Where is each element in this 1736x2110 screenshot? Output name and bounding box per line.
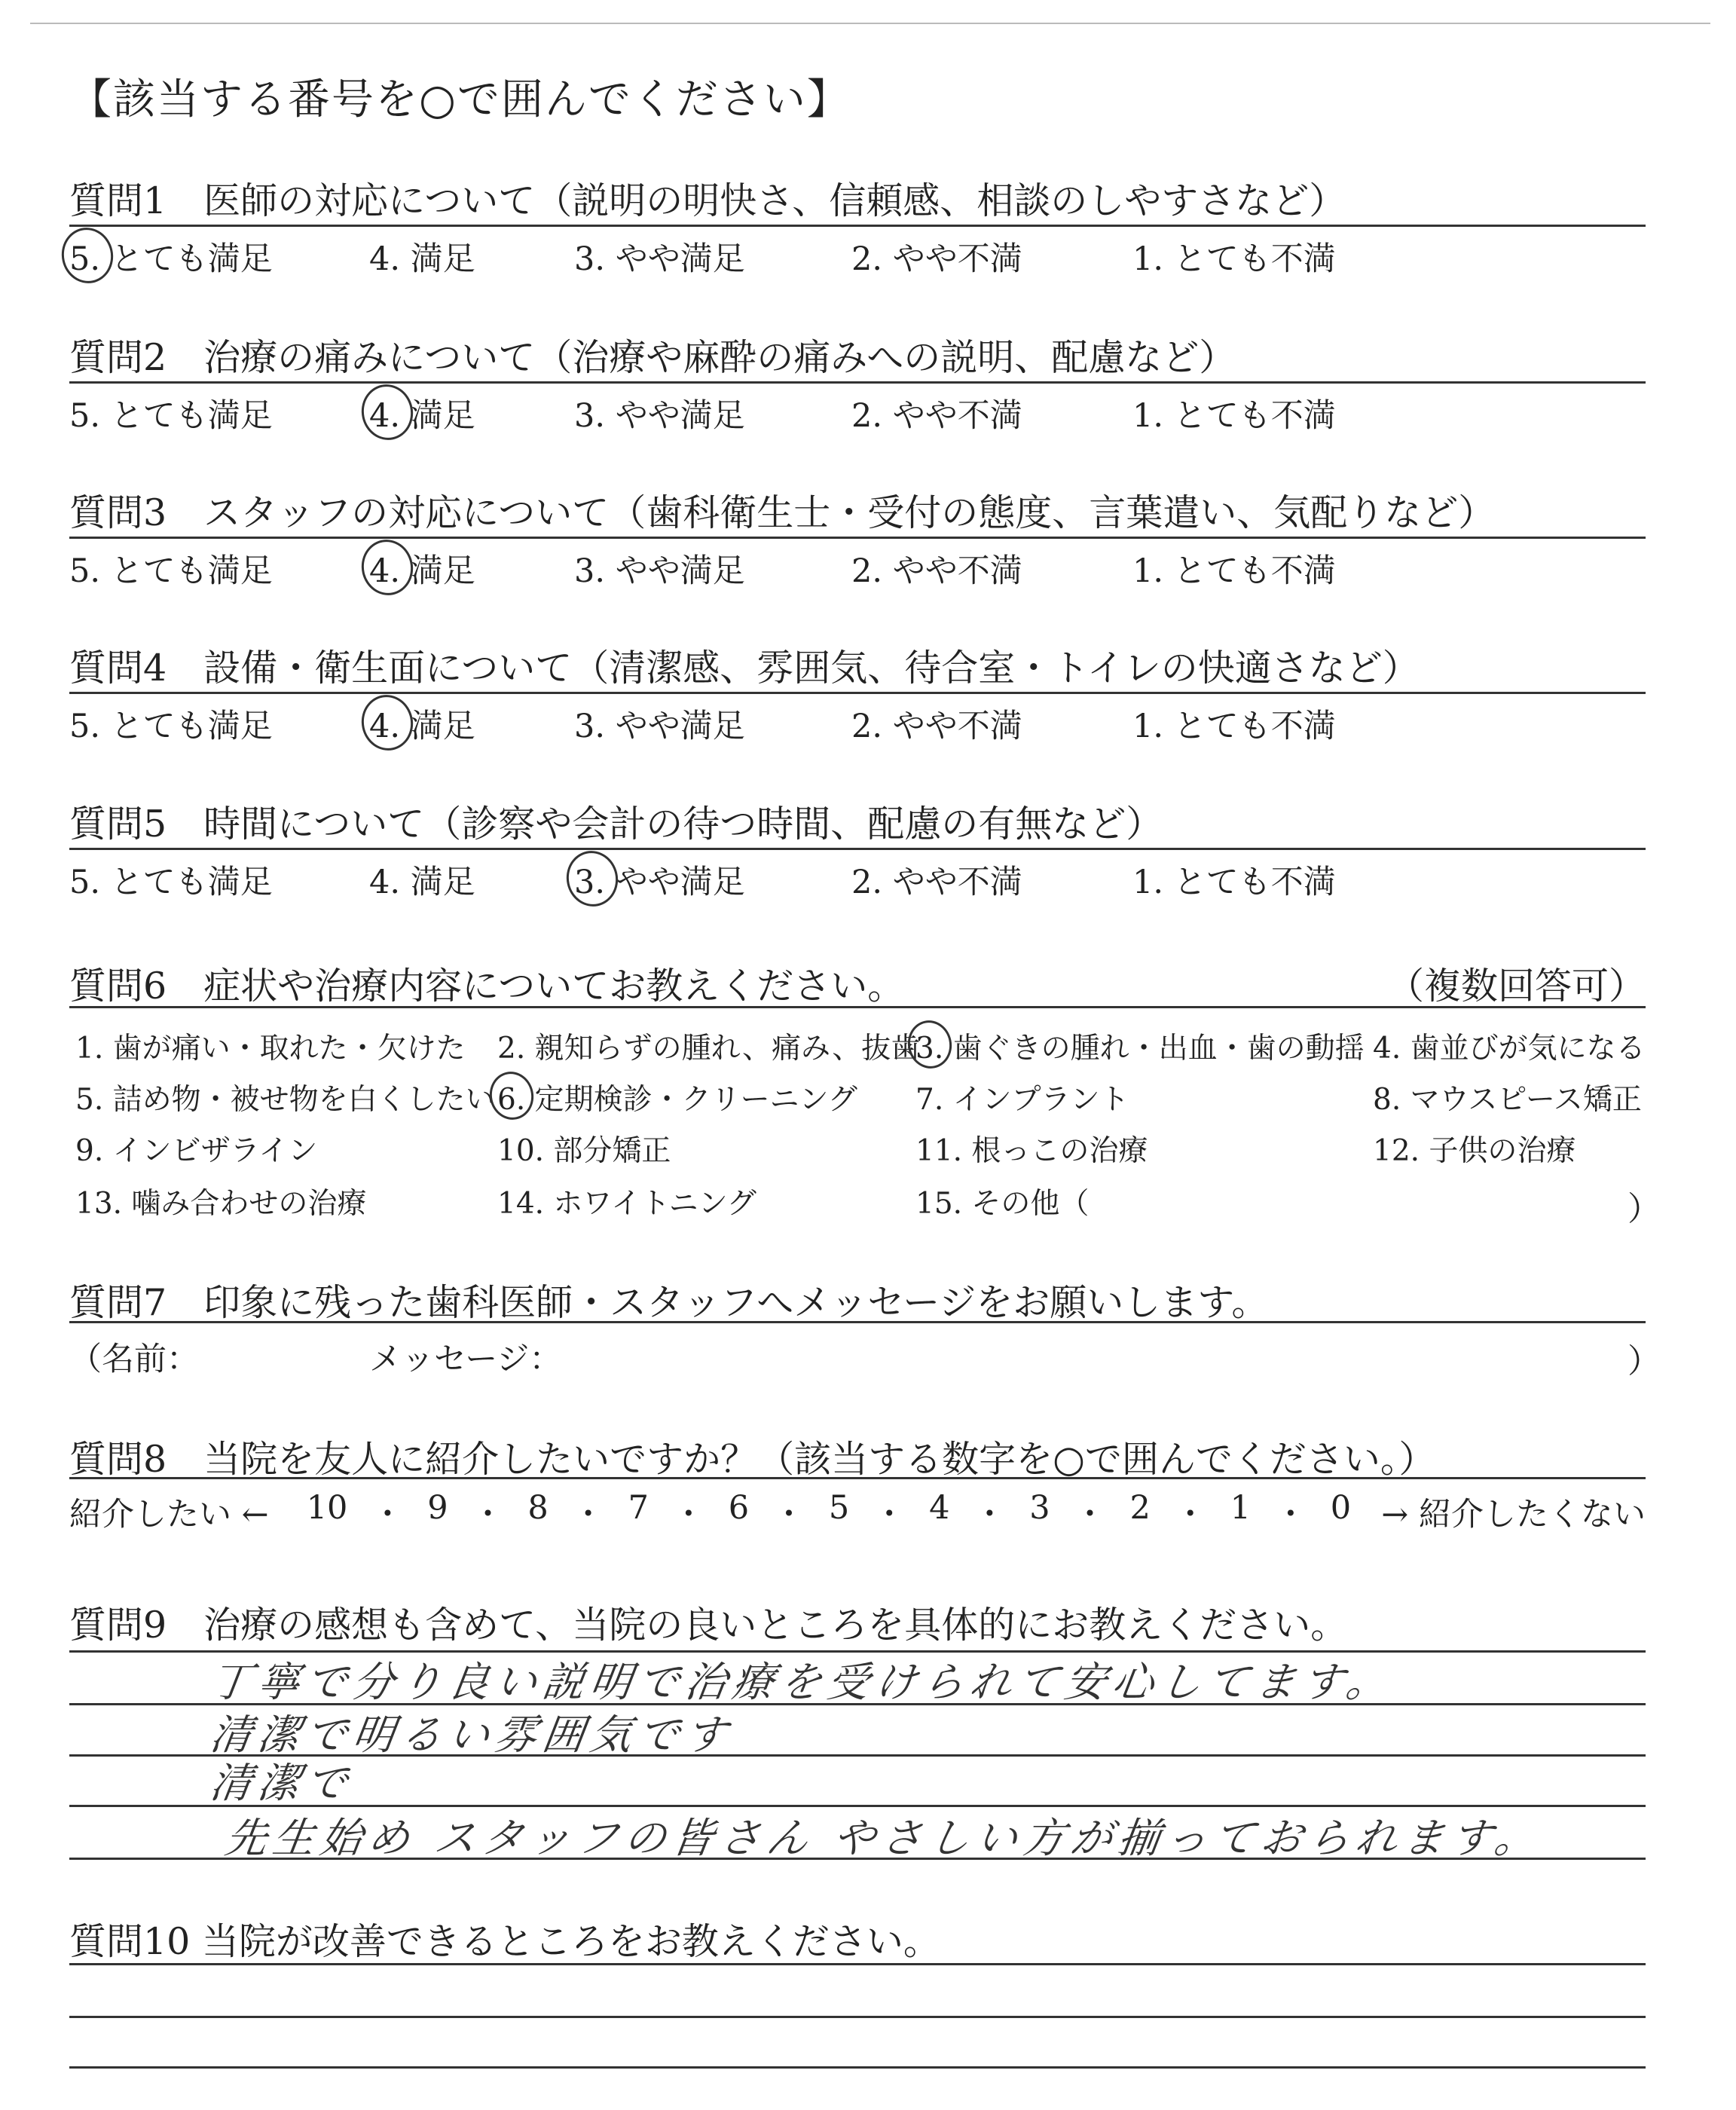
q6-item-15[interactable]: 15. その他（ [915, 1187, 1090, 1221]
q6-item-8[interactable]: 8. マウスピース矯正 [1373, 1083, 1642, 1117]
q1-option-1[interactable]: 1. とても不満 [1132, 240, 1336, 278]
q7-name-label: （名前： [69, 1341, 199, 1378]
q8-scale-value-2[interactable]: 2 [1129, 1489, 1151, 1527]
q2-title: 質問2 治療の痛みについて（治療や麻酔の痛みへの説明、配慮など） [69, 336, 1236, 379]
q6-item-2[interactable]: 2. 親知らずの腫れ、痛み、抜歯 [497, 1032, 921, 1066]
q5-option-5[interactable]: 5. とても満足 [69, 864, 273, 901]
q2-option-2[interactable]: 2. やや不満 [851, 397, 1022, 435]
q9-title: 質問9 治療の感想も含めて、当院の良いところを具体的にお教えください。 [69, 1604, 1348, 1647]
q8-scale-value-9[interactable]: 9 [427, 1489, 448, 1527]
q8-scale-value-4[interactable]: 4 [929, 1489, 950, 1527]
q8-scale-separator: ・ [1174, 1496, 1207, 1534]
q6-title: 質問6 症状や治療内容についてお教えください。 [69, 965, 905, 1008]
q8-scale-separator: ・ [672, 1496, 705, 1534]
q9-answer-line-1: 丁寧で分り良い説明で治療を受けられて安心してます。 [206, 1658, 1398, 1706]
q2-option-1[interactable]: 1. とても不満 [1132, 397, 1336, 435]
q8-right-label: → 紹介したくない [1381, 1496, 1646, 1534]
q9-answer-line-4: 先生始め スタッフの皆さん やさしい方が揃っておられます。 [222, 1814, 1546, 1862]
q6-item-11[interactable]: 11. 根っこの治療 [915, 1134, 1148, 1168]
q7-message-label: メッセージ： [369, 1341, 562, 1378]
q4-option-5[interactable]: 5. とても満足 [69, 708, 273, 745]
q7-title: 質問7 印象に残った歯科医師・スタッフへメッセージをお願いします。 [69, 1281, 1269, 1324]
q8-scale-separator: ・ [1074, 1496, 1107, 1534]
q6-item-13[interactable]: 13. 噛み合わせの治療 [75, 1187, 367, 1221]
q1-option-2[interactable]: 2. やや不満 [851, 240, 1022, 278]
q8-scale-separator: ・ [572, 1496, 605, 1534]
q1-option-5[interactable]: 5. とても満足 [69, 240, 273, 278]
q8-scale-value-7[interactable]: 7 [628, 1489, 649, 1527]
q1-title: 質問1 医師の対応について（説明の明快さ、信頼感、相談のしやすさなど） [69, 179, 1346, 222]
q8-scale-value-10[interactable]: 10 [306, 1489, 348, 1527]
q4-title: 質問4 設備・衛生面について（清潔感、雰囲気、待合室・トイレの快適さなど） [69, 647, 1420, 690]
q8-scale-separator: ・ [1274, 1496, 1307, 1534]
top-edge-line [30, 23, 1710, 24]
q3-option-5[interactable]: 5. とても満足 [69, 552, 273, 590]
q8-rule [69, 1477, 1646, 1479]
q6-item-14[interactable]: 14. ホワイトニング [497, 1187, 756, 1221]
q5-rule [69, 848, 1646, 850]
q4-option-2[interactable]: 2. やや不満 [851, 708, 1022, 745]
q7-rule [69, 1321, 1646, 1323]
q2-option-3[interactable]: 3. やや満足 [574, 397, 745, 435]
q8-scale-value-3[interactable]: 3 [1029, 1489, 1050, 1527]
q8-scale-separator: ・ [873, 1496, 906, 1534]
q10-title: 質問10 当院が改善できるところをお教えください。 [69, 1920, 940, 1963]
q8-recommend-scale [69, 1489, 1646, 1535]
q5-title: 質問5 時間について（診察や会計の待つ時間、配慮の有無など） [69, 803, 1163, 846]
q6-item-3[interactable]: 3. 歯ぐきの腫れ・出血・歯の動揺 [915, 1032, 1365, 1066]
q4-rule [69, 692, 1646, 694]
q1-option-4[interactable]: 4. 満足 [369, 240, 475, 278]
q8-scale-separator: ・ [472, 1496, 504, 1534]
survey-header: 【該当する番号を○で囲んでください】 [69, 75, 851, 124]
q3-option-1[interactable]: 1. とても不満 [1132, 552, 1336, 590]
q8-scale-value-1[interactable]: 1 [1230, 1489, 1251, 1527]
q5-option-1[interactable]: 1. とても不満 [1132, 864, 1336, 901]
q1-rule [69, 225, 1646, 227]
q6-item-6[interactable]: 6. 定期検診・クリーニング [497, 1083, 857, 1117]
q8-scale-value-0[interactable]: 0 [1330, 1489, 1352, 1527]
q8-scale-value-8[interactable]: 8 [527, 1489, 549, 1527]
q5-option-2[interactable]: 2. やや不満 [851, 864, 1022, 901]
q2-option-5[interactable]: 5. とても満足 [69, 397, 273, 435]
q8-scale-separator: ・ [772, 1496, 805, 1534]
q6-item-1[interactable]: 1. 歯が痛い・取れた・欠けた [75, 1032, 466, 1066]
q10-line-3 [69, 2066, 1646, 2069]
q1-option-3[interactable]: 3. やや満足 [574, 240, 745, 278]
q6-item-12[interactable]: 12. 子供の治療 [1373, 1134, 1576, 1168]
q8-scale-separator: ・ [371, 1496, 404, 1534]
q2-rule [69, 381, 1646, 384]
q4-option-1[interactable]: 1. とても不満 [1132, 708, 1336, 745]
q5-option-3[interactable]: 3. やや満足 [574, 864, 745, 901]
q3-option-4[interactable]: 4. 満足 [369, 552, 475, 590]
q3-rule [69, 537, 1646, 539]
q8-scale-separator: ・ [973, 1496, 1006, 1534]
q4-option-4[interactable]: 4. 満足 [369, 708, 475, 745]
q8-left-label: 紹介したい ← [69, 1496, 269, 1534]
q6-rule [69, 1006, 1646, 1008]
q10-line-1 [69, 1963, 1646, 1965]
q6-other-close-paren: ） [1628, 1190, 1661, 1228]
q6-item-5[interactable]: 5. 詰め物・被せ物を白くしたい [75, 1083, 495, 1117]
q8-scale-value-6[interactable]: 6 [728, 1489, 750, 1527]
q3-option-3[interactable]: 3. やや満足 [574, 552, 745, 590]
q5-option-4[interactable]: 4. 満足 [369, 864, 475, 901]
q6-item-4[interactable]: 4. 歯並びが気になる [1373, 1032, 1646, 1066]
q7-close-paren: ） [1628, 1342, 1661, 1381]
q6-multiple-answer-note: （複数回答可） [1386, 965, 1646, 1008]
q4-option-3[interactable]: 3. やや満足 [574, 708, 745, 745]
q9-answer-line-2: 清潔で明るい雰囲気です [206, 1711, 736, 1759]
q10-line-2 [69, 2016, 1646, 2018]
q2-option-4[interactable]: 4. 満足 [369, 397, 475, 435]
q8-title: 質問8 当院を友人に紹介したいですか？（該当する数字を○で囲んでください。） [69, 1438, 1436, 1481]
q6-item-9[interactable]: 9. インビザライン [75, 1134, 318, 1168]
q6-item-7[interactable]: 7. インプラント [915, 1083, 1129, 1117]
q8-scale-value-5[interactable]: 5 [828, 1489, 850, 1527]
q9-answer-line-3: 清潔で [206, 1759, 356, 1807]
q3-title: 質問3 スタッフの対応について（歯科衛生士・受付の態度、言葉遣い、気配りなど） [69, 491, 1496, 534]
q6-item-10[interactable]: 10. 部分矯正 [497, 1134, 671, 1168]
q3-option-2[interactable]: 2. やや不満 [851, 552, 1022, 590]
